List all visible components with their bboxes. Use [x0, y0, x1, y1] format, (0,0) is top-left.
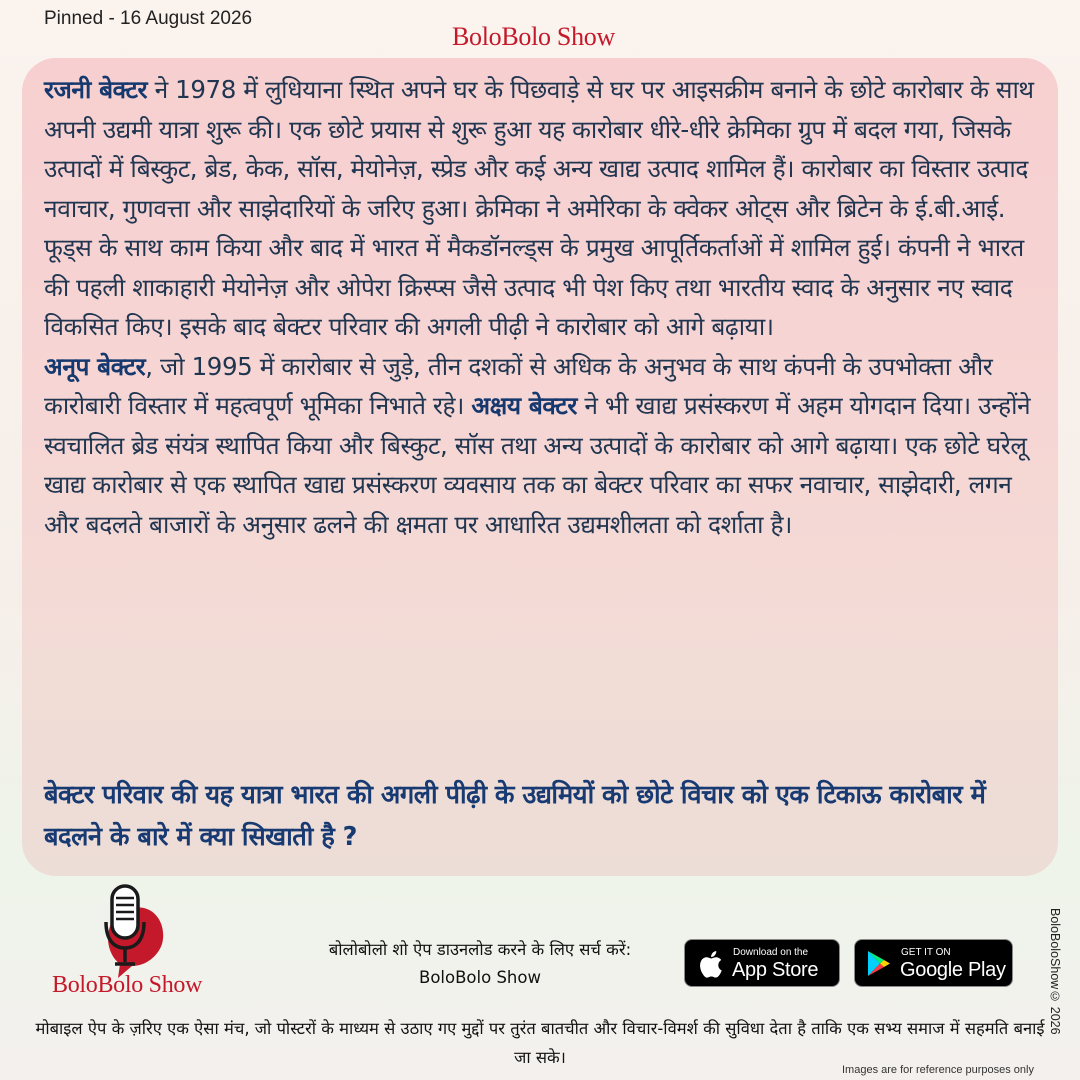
search-term: BoloBolo Show [419, 968, 541, 987]
paragraph-2-text-b: ने भी खाद्य प्रसंस्करण में अहम योगदान दिया। उन्होंने स्वचालित ब्रेड संयंत्र स्थापित किया और बिस्कुट, सॉस तथा अन्य उत्पादों के कारोबार को आगे बढ़ाया। एक छोटे घरेलू खाद्य कारोबार से एक स्थापित खाद्य प्रसंस्करण व्यवसाय तक का बेक्टर परिवार का सफर नवाचार, साझेदारी, लगन और बदलते बाजारों के अनुसार ढलने की क्षमता पर आधारित उद्यमशीलता को दर्शाता है। [44, 391, 1031, 539]
google-play-small-label: GET IT ON [901, 947, 951, 958]
paragraph-2 [44, 347, 1044, 545]
person-name-rajni: रजनी बेक्टर [44, 75, 148, 104]
app-store-small-label: Download on the [733, 947, 809, 958]
copyright: BoloBoloShow© 2026 [1048, 908, 1062, 1035]
google-play-icon [867, 950, 891, 981]
google-play-button[interactable] [854, 939, 1013, 987]
footer-logo-text: BoloBolo Show [52, 972, 203, 998]
person-name-anoop: अनूप बेक्टर [44, 351, 146, 381]
paragraph-1 [44, 70, 1044, 347]
person-name-akshay: अक्षय बेक्टर [471, 391, 577, 420]
paragraph-2-text-a: , जो 1995 में कारोबार से जुड़े, तीन दशकों से अधिक के अनुभव के साथ कंपनी के उपभोक्ता और कारोबारी विस्तार में महत्वपूर्ण भूमिका निभाते रहे। [44, 351, 993, 420]
article-body [44, 70, 1044, 544]
paragraph-1-text: ने 1978 में लुधियाना स्थित अपने घर के पिछवाड़े से घर पर आइसक्रीम बनाने के छोटे कारोबार के साथ अपनी उद्यमी यात्रा शुरू की। एक छोटे प्रयास से शुरू हुआ यह कारोबार धीरे-धीरे क्रेमिका ग्रुप में बदल गया, जिसके उत्पादों में बिस्कुट, ब्रेड, केक, सॉस, मेयोनेज़, स्प्रेड और कई अन्य खाद्य उत्पाद शामिल हैं। कारोबार का विस्तार उत्पाद नवाचार, गुणवत्ता और साझेदारियों के जरिए हुआ। क्रेमिका ने अमेरिका के क्वेकर ओट्स और ब्रिटेन के ई.बी.आई. फूड्स के साथ काम किया और बाद में भारत में मैकडॉनल्ड्स के प्रमुख आपूर्तिकर्ताओं में शामिल हुई। कंपनी ने भारत की पहली शाकाहारी मेयोनेज़ और ओपेरा क्रिस्प्स जैसे उत्पाद भी पेश किए तथा भारतीय स्वाद के अनुसार नए स्वाद विकसित किए। इसके बाद बेक्टर परिवार की अगली पीढ़ी ने कारोबार को आगे बढ़ाया। [44, 75, 1034, 341]
download-instruction-text: बोलोबोलो शो ऐप डाउनलोड करने के लिए सर्च करें: [328, 940, 632, 959]
top-brand-title: BoloBolo Show [452, 22, 615, 51]
download-instruction [280, 936, 680, 992]
apple-icon [697, 949, 723, 983]
app-store-button[interactable] [684, 939, 840, 987]
disclaimer: Images are for reference purposes only [842, 1064, 1034, 1076]
pinned-date: Pinned - 16 August 2026 [44, 8, 253, 29]
google-play-label: Google Play [900, 959, 1006, 981]
discussion-question: बेक्टर परिवार की यह यात्रा भारत की अगली पीढ़ी के उद्यमियों को छोटे विचार को एक टिकाऊ कारोबार में बदलने के बारे में क्या सिखाती है ? [44, 780, 986, 852]
app-store-label: App Store [732, 959, 819, 981]
mission-statement: मोबाइल ऐप के ज़रिए एक ऐसा मंच, जो पोस्टरों के माध्यम से उठाए गए मुद्दों पर तुरंत बातचीत और विचार-विमर्श की सुविधा देता है ताकि एक सभ्य समाज में सहमति बनाई जा सके। [35, 1019, 1045, 1067]
